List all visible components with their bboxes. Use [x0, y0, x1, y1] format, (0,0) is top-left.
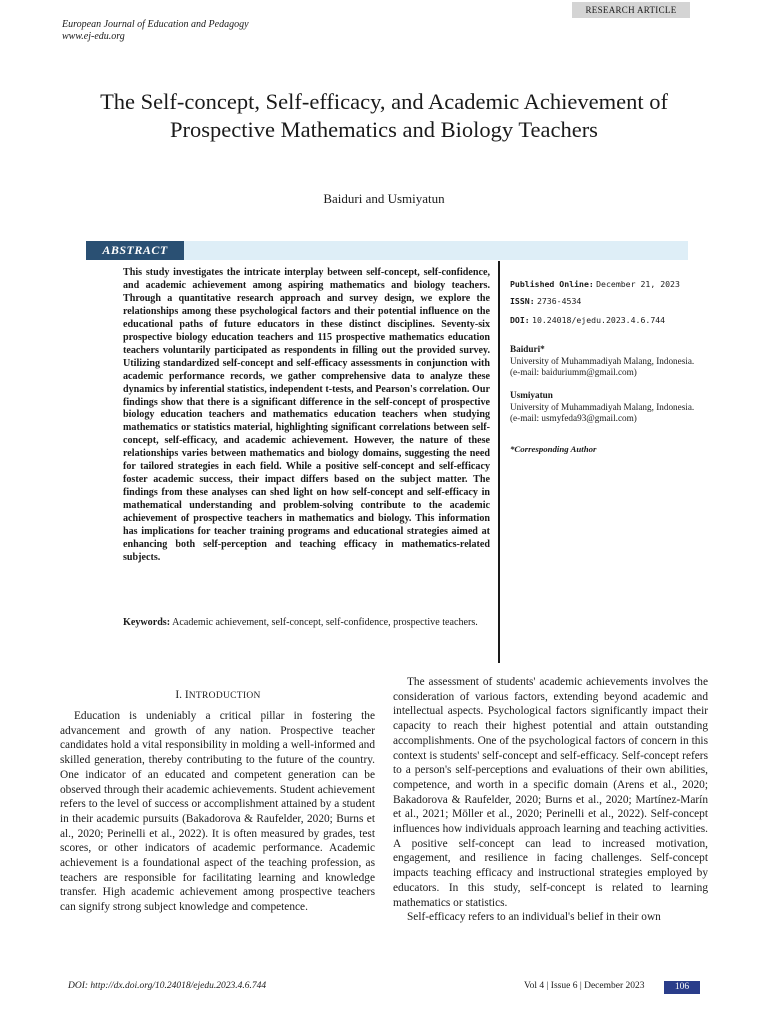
column-divider — [498, 261, 500, 663]
abstract-label: ABSTRACT — [86, 241, 184, 260]
corresponding-author-note: *Corresponding Author — [510, 444, 597, 454]
section-number: I. — [175, 689, 183, 701]
doi-info — [510, 315, 695, 327]
section-heading — [62, 689, 374, 701]
article-title: The Self-concept, Self-efficacy, and Academic Achievement of Prospective Mathematics and Biology Teachers — [100, 89, 668, 142]
section-initial: I — [184, 689, 189, 701]
author-1-name: Baiduri* — [510, 344, 545, 354]
issn-value: 2736-4534 — [536, 296, 582, 306]
author-2-affiliation: University of Muhammadiyah Malang, Indonesia. — [510, 401, 695, 412]
abstract-text: This study investigates the intricate interplay between self-concept, self-confidence, and academic achievement among aspiring mathematics and biology teachers. Through a quantitative research approach and survey design, we explore the relationships among these psychological factors and their potential influence on the educational paths of future educators in these distinct disciplines. Seventy-six prospective biology education teachers and 115 prospective mathematics education teachers voluntarily participated as respondents in filling out the provided survey. Utilizing standardized self-concept and self-efficacy assessments in conjunction with academic performance records, we gather comprehensive data to analyze these dynamics by inferential statistics, independent t-tests, and Pearson's correlation. Our findings show that there is a significant difference in the self-concept of prospective biology education teachers and mathematics education teachers when studying mathematics or statistics material, highlighting significant correlations between self-concept, self-efficacy, and academic achievement. However, the nature of these relationships varies between mathematics and biology domains, suggesting the need for tailored strategies in each field. While a positive self-concept and self-efficacy foster academic success, their impact differs based on the subject matter. The findings from these analyses can shed light on how self-concept and self-efficacy in mathematical understanding and problem-solving contribute to the academic achievement of prospective teachers in mathematics and biology. This information has implications for teacher training programs and educational strategies aimed at enhancing both self-perception and teaching efficacy in mathematics-related subjects. — [123, 267, 490, 563]
journal-url[interactable]: www.ej-edu.org — [62, 31, 125, 42]
author-2-name: Usmiyatun — [510, 390, 553, 400]
footer-volume: Vol 4 | Issue 6 | December 2023 — [524, 981, 645, 991]
left-column — [60, 709, 375, 915]
journal-name: European Journal of Education and Pedagogy — [62, 19, 249, 30]
page-number: 106 — [664, 981, 700, 994]
author-2-info — [510, 390, 695, 425]
keywords-label: Keywords: — [123, 617, 171, 628]
keywords-list: Academic achievement, self-concept, self-confidence, prospective teachers. — [172, 617, 478, 628]
article-type-badge: RESEARCH ARTICLE — [572, 2, 690, 18]
assessment-paragraph: The assessment of students' academic achievements involves the consideration of various factors, extending beyond academic and intellectual aspects. Psychological factors significantly impact their capacity to reach their highest potential and attain outstanding accomplishments. One of the psychological factors of concern in this context is students' self-concept and self-efficacy. Self-concept refers to a person's self-perceptions and evaluations of their own abilities, competence, and worth in a specific domain (Arens et al., 2020; Bakadorova & Raufelder, 2020; Burns et al., 2020; Martínez-Marín et al., 2021; Möller et al., 2020; Perinelli et al., 2022). Self-concept influences how individuals approach learning and teaching activities. A positive self-concept can lead to increased motivation, engagement, and resilience in facing challenges. Self-concept impacts teaching efficacy and instructional strategies employed by educators. In this study, self-concept is related to learning mathematics or statistics. — [393, 676, 708, 909]
published-info — [510, 279, 695, 291]
author-1-affiliation: University of Muhammadiyah Malang, Indonesia. — [510, 355, 695, 366]
journal-header — [62, 19, 249, 43]
published-date: December 21, 2023 — [596, 279, 680, 289]
issn-label: ISSN: — [510, 296, 535, 306]
article-authors: Baiduri and Usmiyatun — [323, 191, 445, 206]
keywords — [123, 617, 490, 630]
intro-paragraph: Education is undeniably a critical pillar in fostering the advancement and growth of any nation. Prospective teacher candidates hold a vital responsibility in molding a well-informed and skilled generation, thereby contributing to the future of the country. One indicator of an educated and competent generation can be observed through their academic achievements. Student achievement refers to the level of success or accomplishment attained by a student in their academic pursuits (Bakadorova & Raufelder, 2020; Burns et al., 2020; Perinelli et al., 2022). It is often measured by grades, test scores, or other indicators of academic performance. Academic achievement is a foundational aspect of the teaching profession, as teachers are responsible for facilitating learning and knowledge transfer. High academic achievement among prospective teachers can signify strong subject knowledge and competence. — [60, 710, 375, 914]
self-efficacy-paragraph: Self-efficacy refers to an individual's belief in their own — [407, 911, 661, 924]
right-column — [393, 675, 708, 925]
issn-info — [510, 296, 695, 308]
footer-doi[interactable]: DOI: http://dx.doi.org/10.24018/ejedu.2023.4.6.744 — [68, 981, 267, 991]
author-1-email[interactable]: (e-mail: baiduriumm@gmail.com) — [510, 367, 637, 378]
doi-value[interactable]: 10.24018/ejedu.2023.4.6.744 — [532, 315, 666, 325]
author-1-info — [510, 344, 695, 379]
section-title-rest: NTRODUCTION — [188, 691, 261, 701]
doi-label: DOI: — [510, 315, 530, 325]
published-label: Published Online: — [510, 279, 594, 289]
author-2-email[interactable]: (e-mail: usmyfeda93@gmail.com) — [510, 413, 637, 424]
